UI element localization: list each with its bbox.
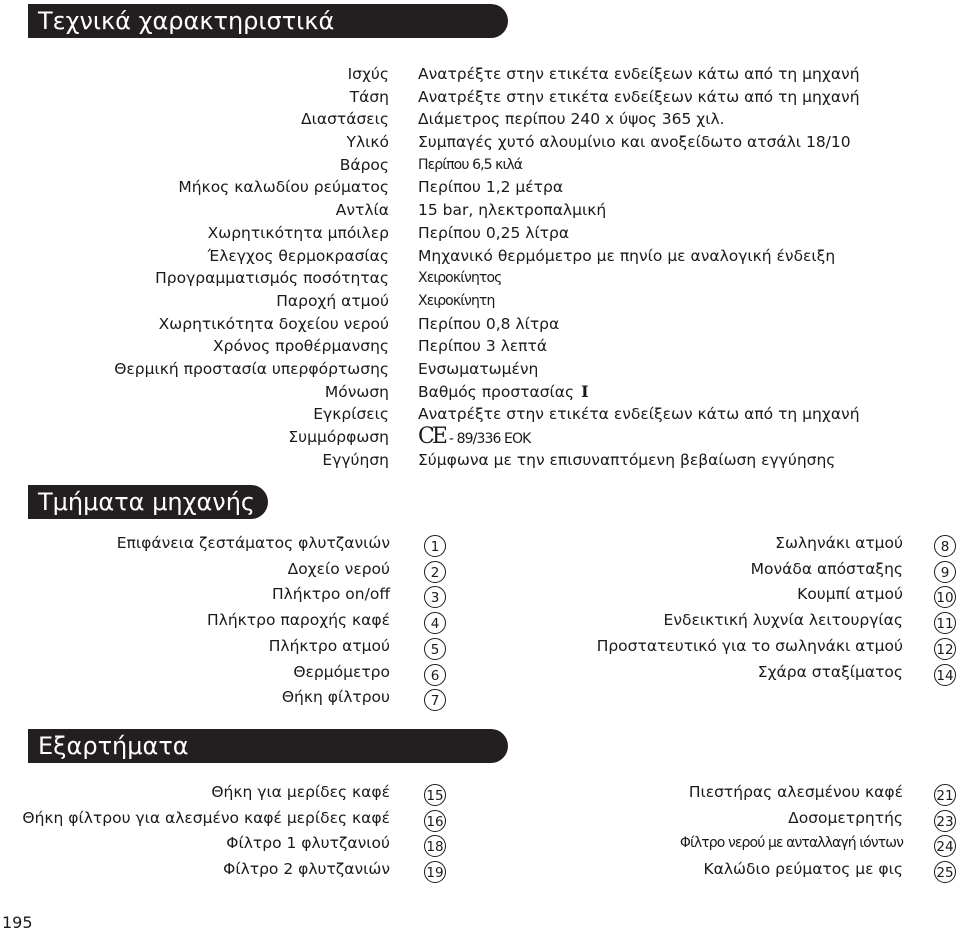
part-label: Θερμόμετρο [293, 662, 390, 681]
part-number-badge: 7 [424, 689, 446, 711]
list-item [0, 610, 446, 634]
spec-label: Θερμική προστασία υπερφόρτωσης [114, 359, 389, 378]
part-number-badge: 3 [424, 586, 446, 608]
accessory-label: Θήκη φίλτρου για αλεσμένο καφέ μερίδες καφέ [22, 808, 390, 827]
spec-value: Χειροκίνητη [418, 292, 495, 309]
list-item [520, 533, 956, 557]
spec-label: Εγκρίσεις [313, 405, 389, 424]
list-item [0, 833, 446, 857]
spec-label: Βάρος [339, 155, 389, 174]
spec-value: Περίπου 6,5 κιλά [418, 156, 523, 173]
spec-value: Ανατρέξτε στην ετικέτα ενδείξεων κάτω από τη μηχανή [418, 65, 860, 83]
spec-value-compliance [418, 426, 958, 449]
part-number-badge: 1 [424, 535, 446, 557]
part-number-badge: 4 [424, 612, 446, 634]
spec-label: Χωρητικότητα μπόιλερ [207, 223, 389, 242]
list-item [0, 782, 446, 806]
accessory-label: Θήκη για μερίδες καφέ [211, 783, 390, 801]
part-label: Κουμπί ατμού [797, 585, 903, 604]
spec-value: Ανατρέξτε στην ετικέτα ενδείξεων κάτω από τη μηχανή [418, 87, 860, 106]
accessory-number-badge: 23 [934, 810, 956, 832]
part-label: Σχάρα σταξίματος [757, 662, 903, 681]
spec-label: Προγραμματισμός ποσότητας [155, 269, 389, 288]
list-item [0, 859, 446, 883]
spec-labels-column [9, 63, 389, 471]
part-label: Ενδεικτική λυχνία λειτουργίας [663, 611, 903, 630]
list-item [0, 533, 446, 557]
spec-label: Αντλία [335, 201, 389, 220]
parts-section-header: Τμήματα μηχανής [28, 485, 268, 519]
accessory-number-badge: 15 [424, 784, 446, 806]
part-number-badge: 12 [934, 638, 956, 660]
spec-value-insulation [418, 381, 958, 404]
part-label: Πλήκτρο on/off [271, 585, 390, 604]
part-label: Σωληνάκι ατμού [775, 534, 903, 552]
accessory-number-badge: 16 [424, 810, 446, 832]
accessory-number-badge: 24 [934, 835, 956, 857]
accessory-number-badge: 19 [424, 861, 446, 883]
list-item [520, 610, 956, 634]
accessory-label: Πιεστήρας αλεσμένου καφέ [688, 783, 903, 801]
spec-label: Μόνωση [324, 382, 389, 401]
list-item [520, 859, 956, 883]
accessories-right-list [520, 782, 956, 892]
spec-value: Συμπαγές χυτό αλουμίνιο και ανοξείδωτο ατσάλι 18/10 [418, 133, 851, 152]
accessory-number-badge: 21 [934, 784, 956, 806]
spec-value: Διάμετρος περίπου 240 x ύψος 365 χιλ. [418, 110, 725, 129]
part-number-badge: 14 [934, 664, 956, 686]
part-number-badge: 10 [934, 586, 956, 608]
spec-values-column [418, 63, 958, 471]
list-item [0, 808, 446, 832]
spec-value: Μηχανικό θερμόμετρο με πηνίο με αναλογική ένδειξη [418, 246, 836, 265]
accessory-number-badge: 18 [424, 835, 446, 857]
spec-label: Χωρητικότητα δοχείου νερού [158, 314, 389, 333]
parts-left-list [0, 533, 446, 723]
spec-value: Ενσωματωμένη [418, 359, 539, 378]
spec-value: Περίπου 3 λεπτά [418, 337, 548, 356]
list-item [0, 584, 446, 608]
list-item [520, 584, 956, 608]
accessory-number-badge: 25 [934, 861, 956, 883]
spec-label: Μήκος καλωδίου ρεύματος [178, 178, 389, 197]
accessory-label: Φίλτρο νερού με ανταλλαγή ιόντων [679, 835, 903, 852]
part-number-badge: 8 [934, 535, 956, 557]
spec-value: Περίπου 0,8 λίτρα [418, 314, 560, 333]
part-number-badge: 11 [934, 612, 956, 634]
accessory-label: Φίλτρο 2 φλυτζανιών [223, 860, 390, 879]
spec-label: Ισχύς [347, 65, 389, 83]
spec-value: Περίπου 1,2 μέτρα [418, 178, 564, 197]
parts-right-list [520, 533, 956, 698]
spec-label: Έλεγχος θερμοκρασίας [207, 246, 389, 265]
part-label: Μονάδα απόσταξης [750, 559, 903, 578]
spec-label: Παροχή ατμού [276, 291, 389, 310]
spec-value: Ανατρέξτε στην ετικέτα ενδείξεων κάτω από τη μηχανή [418, 405, 860, 424]
accessories-left-list [0, 782, 446, 892]
part-number-badge: 5 [424, 638, 446, 660]
part-number-badge: 6 [424, 664, 446, 686]
protection-class-symbol: I [581, 381, 589, 401]
part-label: Θήκη φίλτρου [281, 688, 390, 707]
list-item [0, 636, 446, 660]
list-item [520, 808, 956, 832]
spec-value: Περίπου 0,25 λίτρα [418, 223, 570, 242]
spec-label: Χρόνος προθέρμανσης [213, 337, 389, 356]
ce-mark-icon: CE [418, 424, 445, 449]
part-label: Επιφάνεια ζεστάματος φλυτζανιών [116, 534, 390, 552]
spec-value: Σύμφωνα με την επισυναπτόμενη βεβαίωση εγγύησης [418, 450, 836, 469]
compliance-text: - 89/336 ΕΟΚ [448, 431, 531, 447]
list-item [0, 687, 446, 711]
spec-label: Συμμόρφωση [288, 428, 389, 446]
spec-value: 15 bar, ηλεκτροπαλμική [418, 201, 607, 220]
list-item [520, 833, 956, 857]
accessories-section-header: Εξαρτήματα [28, 729, 508, 763]
part-label: Πλήκτρο ατμού [268, 636, 390, 655]
list-item [520, 559, 956, 583]
accessory-label: Δοσομετρητής [788, 808, 903, 827]
list-item [520, 782, 956, 806]
accessory-label: Φίλτρο 1 φλυτζανιού [226, 834, 390, 853]
list-item [520, 636, 956, 660]
spec-label: Εγγύηση [322, 450, 389, 469]
specs-section-header: Τεχνικά χαρακτηριστικά [28, 4, 508, 38]
spec-label: Υλικό [346, 133, 389, 152]
part-number-badge: 9 [934, 561, 956, 583]
list-item [0, 662, 446, 686]
list-item [520, 662, 956, 686]
part-number-badge: 2 [424, 561, 446, 583]
spec-label: Διαστάσεις [301, 110, 389, 129]
page-number: 195 [2, 913, 33, 932]
list-item [0, 559, 446, 583]
accessory-label: Καλώδιο ρεύματος με φις [703, 860, 903, 879]
part-label: Προστατευτικό για το σωληνάκι ατμού [596, 636, 903, 655]
part-label: Πλήκτρο παροχής καφέ [207, 611, 390, 630]
part-label: Δοχείο νερού [287, 559, 390, 578]
insulation-text: Βαθμός προστασίας [418, 382, 575, 401]
spec-value: Χειροκίνητος [418, 270, 502, 287]
spec-label: Τάση [349, 87, 389, 106]
